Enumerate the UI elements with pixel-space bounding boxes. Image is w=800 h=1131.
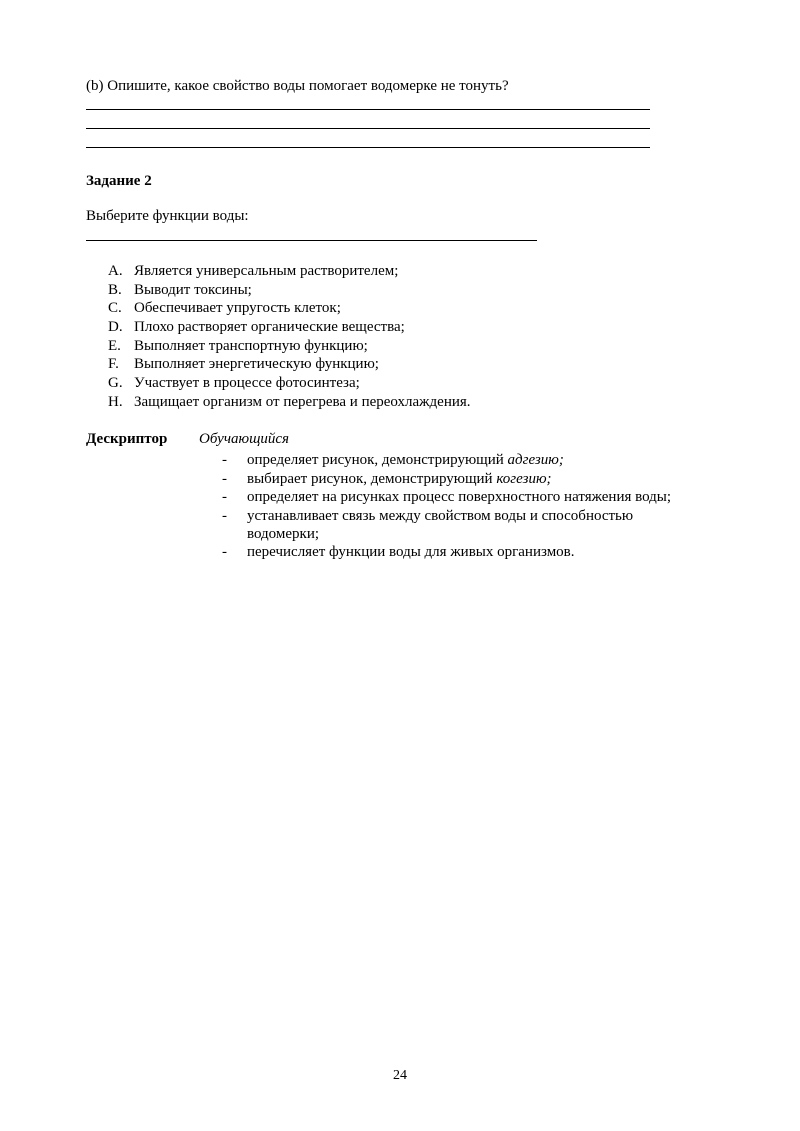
option-text: Выполняет энергетическую функцию; (134, 356, 379, 373)
dash-bullet: - (222, 489, 227, 506)
option-letter: F. (108, 356, 119, 373)
option-letter: E. (108, 337, 121, 354)
descriptor-text: определяет на рисунках процесс поверхностного натяжения воды; (247, 489, 672, 506)
option-letter: C. (108, 300, 122, 317)
descriptor-list (220, 451, 727, 562)
dash-bullet: - (222, 544, 227, 561)
options-list (108, 262, 471, 412)
option-item-g (108, 374, 471, 393)
descriptor-item (220, 451, 727, 470)
answer-line[interactable] (86, 147, 650, 148)
descriptor-text: выбирает рисунок, демонстрирующий (247, 470, 497, 487)
question-b-text: (b) Опишите, какое свойство воды помогает водомерке не тонуть? (86, 78, 509, 94)
option-item-a (108, 262, 471, 281)
option-item-b (108, 281, 471, 300)
dash-bullet: - (222, 470, 227, 487)
option-item-f (108, 355, 471, 374)
dash-bullet: - (222, 452, 227, 468)
option-item-e (108, 337, 471, 356)
option-text: Плохо растворяет органические вещества; (134, 319, 405, 336)
option-text: Выводит токсины; (134, 281, 252, 298)
answer-line[interactable] (86, 128, 650, 129)
descriptor-emphasis: когезию; (496, 470, 552, 487)
option-letter: B. (108, 281, 122, 298)
page-number: 24 (393, 1068, 407, 1083)
option-text: Обеспечивает упругость клеток; (134, 300, 341, 317)
option-text: Участвует в процессе фотосинтеза; (134, 375, 360, 392)
option-item-h (108, 393, 471, 412)
descriptor-item (220, 488, 727, 507)
learner-label: Обучающийся (199, 431, 290, 447)
option-text: Защищает организм от перегрева и переохлаждения. (134, 393, 471, 410)
answer-line[interactable] (86, 240, 537, 241)
descriptor-text: определяет рисунок, демонстрирующий (247, 452, 508, 468)
descriptor-item (220, 507, 667, 543)
option-item-d (108, 318, 471, 337)
option-letter: A. (108, 263, 123, 279)
option-letter: H. (108, 393, 123, 410)
task-2-prompt: Выберите функции воды: (86, 208, 249, 224)
descriptor-text: устанавливает связь между свойством воды и способностью водомерки; (247, 508, 634, 543)
option-text: Выполняет транспортную функцию; (134, 337, 368, 354)
descriptor-text: перечисляет функции воды для живых организмов. (247, 544, 575, 561)
descriptor-emphasis: адгезию; (507, 452, 564, 468)
descriptor-item (220, 543, 727, 562)
option-letter: D. (108, 319, 123, 336)
answer-line[interactable] (86, 109, 650, 110)
descriptor-label: Дескриптор (86, 431, 168, 447)
option-text: Является универсальным растворителем; (134, 263, 399, 279)
option-letter: G. (108, 375, 123, 392)
task-2-title: Задание 2 (86, 173, 152, 189)
descriptor-item (220, 470, 727, 489)
dash-bullet: - (222, 508, 227, 525)
option-item-c (108, 299, 471, 318)
